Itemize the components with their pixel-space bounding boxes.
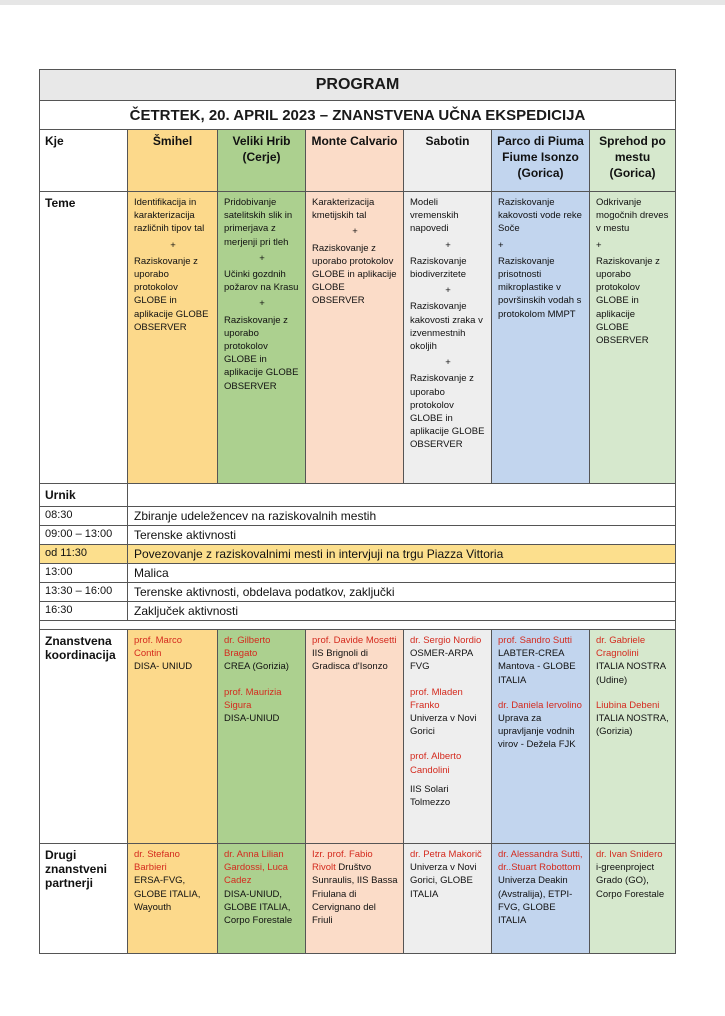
topic-text: Raziskovanje z uporabo protokolov GLOBE in aplikacije GLOBE OBSERVER xyxy=(596,255,660,347)
organization: LABTER-CREA Mantova - GLOBE ITALIA xyxy=(498,648,576,686)
topics-smihel xyxy=(128,192,218,484)
plus-sign: + xyxy=(445,285,451,297)
schedule-row xyxy=(40,602,676,621)
spacer xyxy=(224,674,300,686)
coordination-monte-calvario xyxy=(306,630,404,844)
topic-text: Raziskovanje kakovosti vode reke Soče xyxy=(498,197,582,235)
partners-sabotin xyxy=(404,844,492,954)
organization: IIS Solari Tolmezzo xyxy=(410,783,451,809)
topic-text: Raziskovanje biodiverzitete xyxy=(410,255,467,281)
person-name: prof. Mladen Franko xyxy=(410,686,463,711)
urnik-label: Urnik xyxy=(40,484,128,507)
person-name: dr. Gilberto Bragato xyxy=(224,635,271,660)
person-name: prof. Sandro Sutti xyxy=(498,635,572,646)
plus-sign: + xyxy=(352,226,358,238)
topics-parco-di-piuma xyxy=(492,192,590,484)
location-sprehod: Sprehod po mestu (Gorica) xyxy=(590,130,676,192)
coordination-row xyxy=(40,630,676,844)
program-table xyxy=(39,69,676,954)
title-row xyxy=(40,70,676,101)
organization: ITALIA NOSTRA (Udine) xyxy=(596,661,666,686)
schedule-time: od 11:30 xyxy=(40,545,128,564)
organization: DISA-UNIUD xyxy=(224,713,280,725)
person-name: dr. Ivan Snidero xyxy=(596,849,663,860)
organization: DISA- UNIUD xyxy=(134,661,193,673)
subtitle-row xyxy=(40,101,676,130)
schedule-time: 13:30 – 16:00 xyxy=(40,583,128,602)
partners-veliki-hrib xyxy=(218,844,306,954)
organization: Univerza v Novi Gorici, GLOBE ITALIA xyxy=(410,862,477,900)
schedule-row xyxy=(40,526,676,545)
topic-text: Modeli vremenskih napovedi xyxy=(410,197,459,235)
schedule-activity: Zaključek aktivnosti xyxy=(128,602,676,621)
organization: i-greenproject Grado (GO), Corpo Forestale xyxy=(596,862,665,900)
schedule-row xyxy=(40,583,676,602)
location-smihel: Šmihel xyxy=(128,130,218,192)
spacer xyxy=(410,674,486,686)
schedule-activity: Malica xyxy=(128,564,676,583)
partners-row xyxy=(40,844,676,954)
teme-label: Teme xyxy=(40,192,128,484)
partners-parco-di-piuma xyxy=(492,844,590,954)
spacer xyxy=(410,777,486,783)
schedule-time: 16:30 xyxy=(40,602,128,621)
coordination-veliki-hrib xyxy=(218,630,306,844)
plus-sign: + xyxy=(259,298,265,310)
organization: Univerza v Novi Gorici xyxy=(410,713,477,738)
schedule-row xyxy=(40,564,676,583)
coordination-sabotin xyxy=(404,630,492,844)
organization: DISA-UNIUD, GLOBE ITALIA, Corpo Forestale xyxy=(224,888,293,927)
topic-text: Raziskovanje z uporabo protokolov GLOBE in aplikacije GLOBE OBSERVER xyxy=(410,373,485,451)
person-name: dr. Stefano Barbieri xyxy=(134,849,180,874)
schedule-time: 08:30 xyxy=(40,507,128,526)
person-name: Izr. prof. Fabio Rivolt xyxy=(312,849,373,874)
plus-sign: + xyxy=(596,239,602,251)
partners-smihel xyxy=(128,844,218,954)
topic-text: Raziskovanje kakovosti zraka v izvenmestnih okoljih xyxy=(410,301,483,353)
topics-monte-calvario xyxy=(306,192,404,484)
organization: CREA (Gorizia) xyxy=(224,661,289,673)
schedule-time: 13:00 xyxy=(40,564,128,583)
person-name: prof. Maurizia Sigura xyxy=(224,686,282,711)
partners-sprehod xyxy=(590,844,676,954)
topic-text: Identifikacija in karakterizacija različnih tipov tal xyxy=(134,197,205,235)
spacer-row xyxy=(40,621,676,630)
topic-text: Raziskovanje z uporabo protokolov GLOBE in aplikacije GLOBE OBSERVER xyxy=(224,314,299,392)
person-name: dr. Gabriele Cragnolini xyxy=(596,635,646,660)
location-sabotin: Sabotin xyxy=(404,130,492,192)
topic-text: Raziskovanje prisotnosti mikroplastike v površinskih vodah s protokolom MMPT xyxy=(498,255,582,320)
coordination-sprehod xyxy=(590,630,676,844)
program-subtitle: ČETRTEK, 20. APRIL 2023 – ZNANSTVENA UČNA EKSPEDICIJA xyxy=(40,101,676,130)
coordination-smihel xyxy=(128,630,218,844)
plus-sign: + xyxy=(498,239,504,251)
location-parco-di-piuma: Parco di Piuma Fiume Isonzo (Gorica) xyxy=(492,130,590,192)
koordinacija-label: Znanstvena koordinacija xyxy=(40,630,128,844)
location-monte-calvario: Monte Calvario xyxy=(306,130,404,192)
plus-sign: + xyxy=(445,357,451,369)
plus-sign: + xyxy=(445,239,451,251)
schedule-row-highlighted xyxy=(40,545,676,564)
schedule-activity: Terenske aktivnosti xyxy=(128,526,676,545)
kje-label: Kje xyxy=(40,130,128,192)
plus-sign: + xyxy=(170,239,176,251)
topic-text: Učinki gozdnih požarov na Krasu xyxy=(224,269,299,294)
topics-sprehod xyxy=(590,192,676,484)
program-title: PROGRAM xyxy=(40,70,676,101)
person-name: prof. Marco Contin xyxy=(134,635,183,660)
person-name: dr. Anna Lilian Gardossi, Luca Cadez xyxy=(224,849,288,887)
schedule-row xyxy=(40,507,676,526)
topic-text: Raziskovanje z uporabo protokolov GLOBE in aplikacije GLOBE OBSERVER xyxy=(312,242,397,307)
person-name: prof. Davide Mosetti xyxy=(312,635,397,646)
topics-veliki-hrib xyxy=(218,192,306,484)
organization: Uprava za upravljanje vodnih virov - Dežela FJK xyxy=(498,713,576,751)
topic-text: Karakterizacija kmetijskih tal xyxy=(312,197,375,222)
spacer xyxy=(596,687,670,699)
topic-text: Pridobivanje satelitskih slik in primerjava z merjenji pri tleh xyxy=(224,197,293,248)
topic-text: Odkrivanje mogočnih dreves v mestu xyxy=(596,197,669,235)
organization: IIS Brignoli di Gradisca d'Isonzo xyxy=(312,648,388,673)
person-name: Liubina Debeni xyxy=(596,699,660,711)
schedule-header-blank xyxy=(128,484,676,507)
organization: ERSA-FVG, GLOBE ITALIA, Wayouth xyxy=(134,875,201,913)
organization: Društvo Sunraulis, IIS Bassa Friulana di Cervignano del Friuli xyxy=(312,862,398,927)
topics-row xyxy=(40,192,676,484)
coordination-parco-di-piuma xyxy=(492,630,590,844)
schedule-header-row xyxy=(40,484,676,507)
person-name: dr. Daniela Iervolino xyxy=(498,699,582,711)
spacer-cell xyxy=(40,621,676,630)
locations-row xyxy=(40,130,676,192)
person-name: dr. Petra Makorič xyxy=(410,849,482,860)
topic-text: Raziskovanje z uporabo protokolov GLOBE in aplikacije GLOBE OBSERVER xyxy=(134,255,209,333)
spacer xyxy=(410,738,486,750)
person-name: dr. Sergio Nordio xyxy=(410,635,482,646)
viewer-top-bar xyxy=(0,0,725,5)
person-name: dr. Alessandra Sutti, dr..Stuart Robottom xyxy=(498,849,583,874)
schedule-activity: Terenske aktivnosti, obdelava podatkov, zaključki xyxy=(128,583,676,602)
topics-sabotin xyxy=(404,192,492,484)
organization: ITALIA NOSTRA, (Gorizia) xyxy=(596,713,669,738)
schedule-activity: Povezovanje z raziskovalnimi mesti in intervjuji na trgu Piazza Vittoria xyxy=(128,545,676,564)
organization: OSMER-ARPA FVG xyxy=(410,648,473,673)
location-veliki-hrib: Veliki Hrib (Cerje) xyxy=(218,130,306,192)
spacer xyxy=(498,687,584,699)
schedule-time: 09:00 – 13:00 xyxy=(40,526,128,545)
organization: Univerza Deakin (Avstralija), ETPI-FVG, GLOBE ITALIA xyxy=(498,875,573,927)
partnerji-label: Drugi znanstveni partnerji xyxy=(40,844,128,954)
plus-sign: + xyxy=(259,252,265,264)
person-name: prof. Alberto Candolini xyxy=(410,751,462,776)
partners-monte-calvario xyxy=(306,844,404,954)
schedule-activity: Zbiranje udeležencev na raziskovalnih mestih xyxy=(128,507,676,526)
